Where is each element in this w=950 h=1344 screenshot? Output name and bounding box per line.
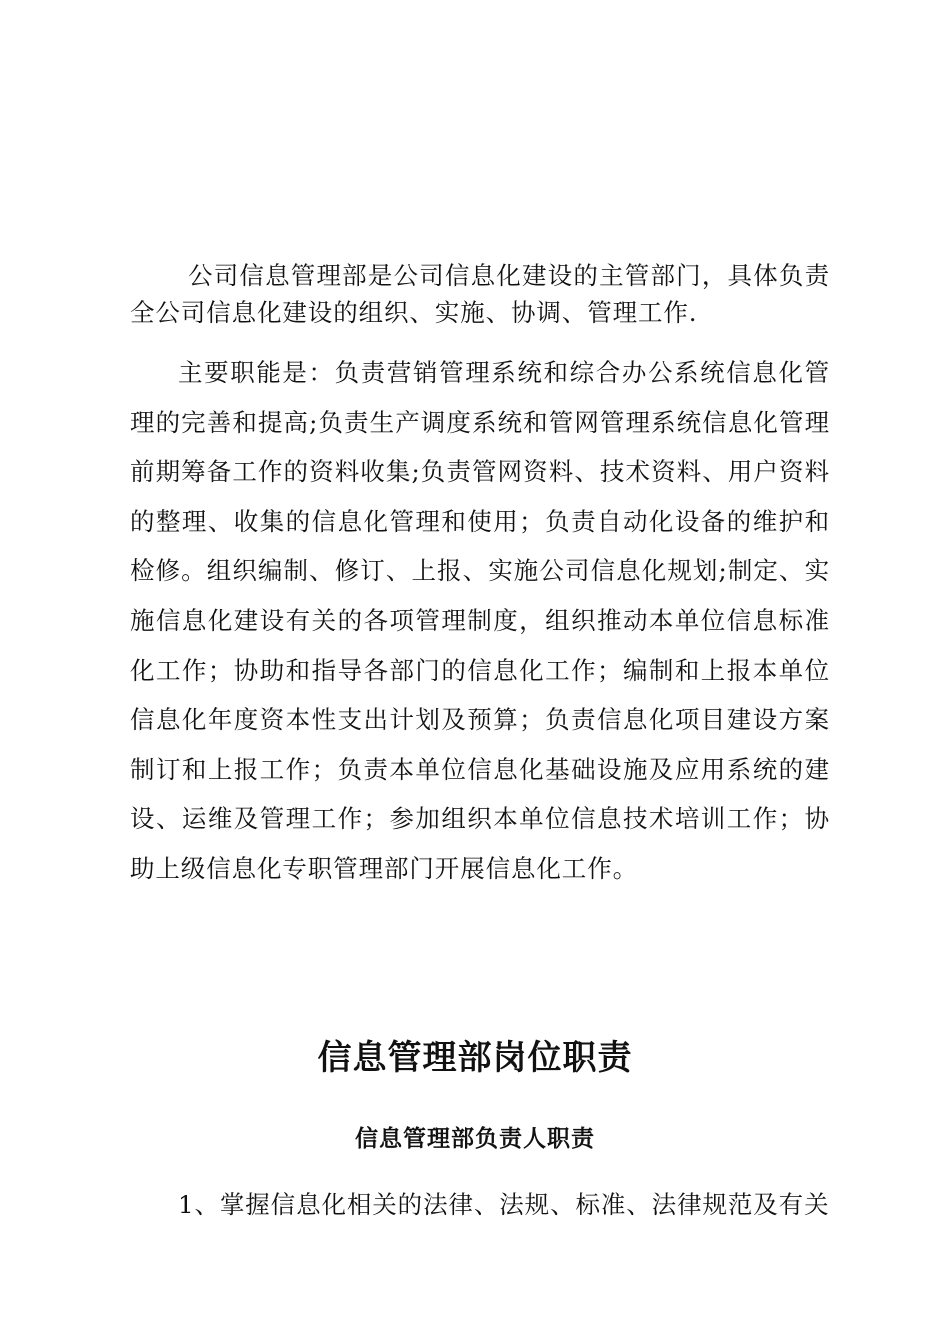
section-title: 信息管理部岗位职责	[317, 1038, 633, 1078]
intro-paragraph: 公司信息管理部是公司信息化建设的主管部门，具体负责全公司信息化建设的组织、实施、协调、管理工作.	[130, 261, 830, 327]
subsection-title: 信息管理部负责人职责	[355, 1126, 595, 1152]
list-item: 1、掌握信息化相关的法律、法规、标准、法律规范及有关	[178, 1190, 830, 1219]
functions-paragraph: 主要职能是：负责营销管理系统和综合办公系统信息化管理的完善和提高;负责生产调度系统和管网管理系统信息化管理前期筹备工作的资料收集;负责管网资料、技术资料、用户资料的整理、收集的信息化管理和使用；负责自动化设备的维护和检修。组织编制、修订、上报、实施公司信息化规划;制定、实施信息化建设有关的各项管理制度，组织推动本单位信息标准化工作；协助和指导各部门的信息化工作；编制和上报本单位信息化年度资本性支出计划及预算；负责信息化项目建设方案制订和上报工作；负责本单位信息化基础设施及应用系统的建设、运维及管理工作；参加组织本单位信息技术培训工作；协助上级信息化专职管理部门开展信息化工作。	[130, 358, 830, 883]
